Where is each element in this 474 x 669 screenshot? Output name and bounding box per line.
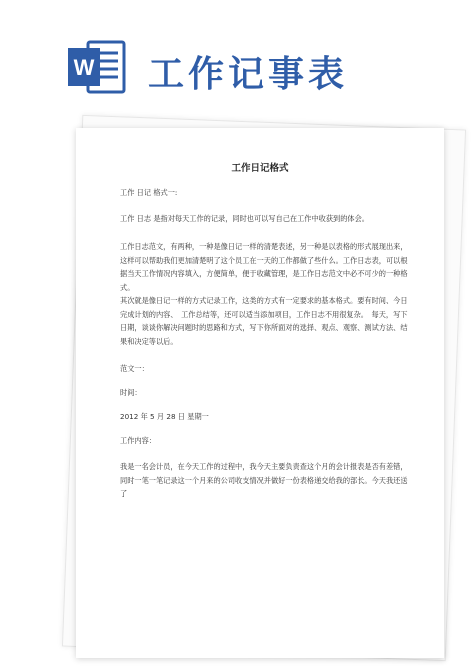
paragraph-diary-style: 其次就是像日记一样的方式记录工作，这类的方式有一定要求的基本格式。要有时间、今日完成计划的内容、 工作总结等，还可以适当添加项目，工作日志不用很复杂。 每天，写下日期，谈谈你解决问题时的思路和方式，写下你所面对的选择、观点、观察、测试方法、结果和决定等以后。 bbox=[120, 296, 408, 346]
paragraph-two-types: 工作日志范文，有两种，一种是像日记一样的清楚表述，另一种是以表格的形式展现出来，这样可以帮助我们更加清楚明了这个员工在一天的工作都做了些什么。工作日志表，可以根据当天工作情况内容填入，方便简单，便于收藏管理，是工作日志范文中必不可少的一种格式。 bbox=[120, 242, 408, 292]
header-banner bbox=[0, 0, 474, 110]
paragraph-work-content-label: 工作内容： bbox=[120, 436, 156, 445]
document-page bbox=[76, 128, 444, 658]
paragraph-sample-label: 范文一： bbox=[120, 364, 149, 373]
page-title: 工作记事表 bbox=[148, 53, 349, 95]
paragraph-definition: 工作 日志 是指对每天工作的记录，同时也可以写自己在工作中收获到的体会。 bbox=[120, 214, 369, 223]
paragraph-format-heading: 工作 日记 格式一: bbox=[120, 188, 178, 197]
word-document-icon bbox=[68, 38, 128, 96]
logo-letter: W bbox=[73, 55, 95, 80]
paragraph-date: 2012 年 5 月 28 日 星期一 bbox=[120, 412, 209, 421]
document-title: 工作日记格式 bbox=[231, 163, 289, 174]
paragraph-work-content: 我是一名会计员，在今天工作的过程中，我今天主要负责查这个月的会计报表是否有差错，同时一笔一笔记录这一个月来的公司收支情况并做好一份表格递交给我的部长。今天我还送了 bbox=[120, 462, 408, 498]
paragraph-time-label: 时间： bbox=[120, 388, 142, 397]
